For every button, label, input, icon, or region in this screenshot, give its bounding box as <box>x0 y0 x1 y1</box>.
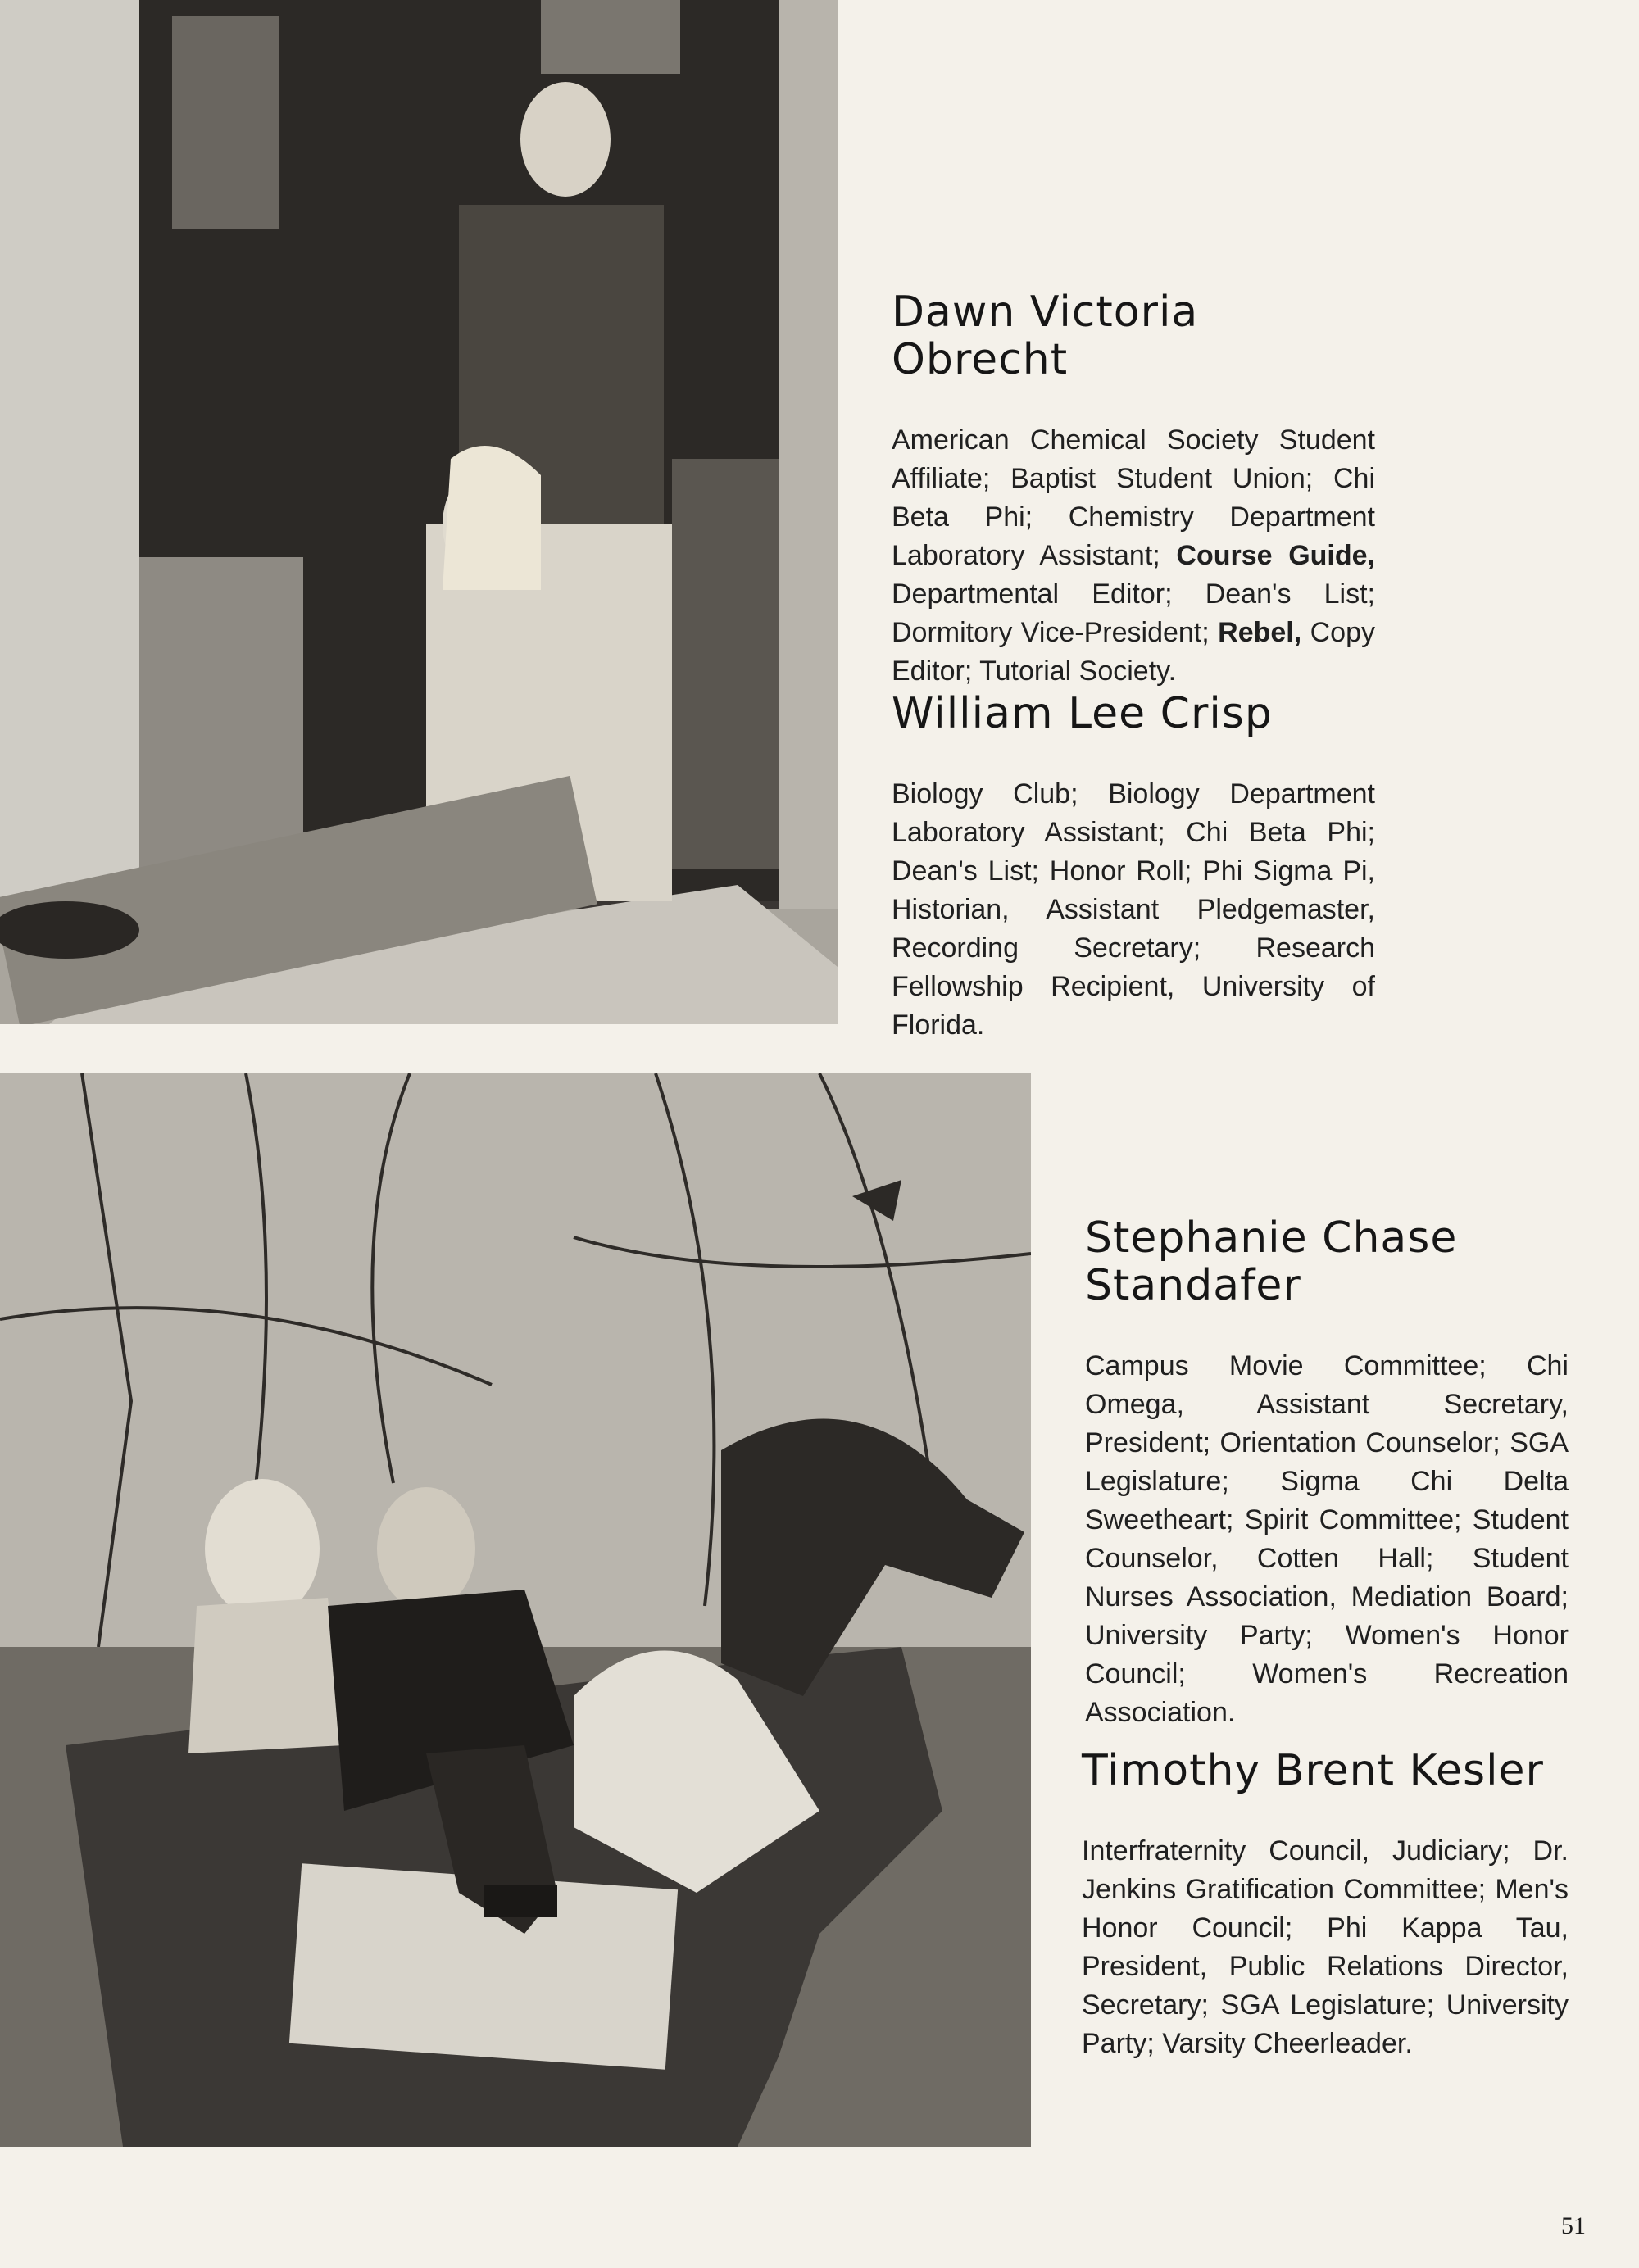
student-activities <box>892 421 1375 691</box>
entry-standafer <box>1085 1214 1569 1732</box>
entry-kesler <box>1082 1747 1569 2063</box>
activities-publication: Course Guide, <box>1176 540 1376 572</box>
entry-crisp <box>892 690 1375 1045</box>
student-name: Dawn Victoria Obrecht <box>892 288 1199 385</box>
photo-standafer-kesler-image <box>0 1073 1031 2147</box>
page-number: 51 <box>1561 2212 1586 2239</box>
student-name: Stephanie Chase Standafer <box>1085 1213 1458 1311</box>
student-activities: Biology Club; Biology Department Laboratory Assistant; Chi Beta Phi; Dean's List; Honor Roll; Phi Sigma Pi, Historian, Assistant Pledgemaster, Recording Secretary; Research Fellowship Recipient, University of Florida. <box>892 778 1375 1041</box>
student-name: William Lee Crisp <box>892 689 1273 738</box>
photo-obrecht-crisp <box>0 0 838 1024</box>
activities-publication: Rebel, <box>1218 617 1302 649</box>
activities-text: Departmental Editor; Dean's List; Dormitory Vice-President; <box>892 578 1375 649</box>
photo-obrecht-crisp-image <box>0 0 838 1024</box>
student-activities: Campus Movie Committee; Chi Omega, Assistant Secretary, President; Orientation Counselor; SGA Legislature; Sigma Chi Delta Sweetheart; Spirit Committee; Student Counselor, Cotten Hall; Student Nurses Association, Mediation Board; University Party; Women's Honor Council; Women's Recreation Association. <box>1085 1350 1569 1729</box>
activities-text: American Chemical Society Student Affiliate; Baptist Student Union; Chi Beta Phi; Chemistry Department Laboratory Assistant; <box>892 424 1375 572</box>
photo-standafer-kesler <box>0 1073 1031 2147</box>
student-name: Timothy Brent Kesler <box>1082 1746 1544 1795</box>
activities-text: Copy Editor; Tutorial Society. <box>892 617 1375 687</box>
entry-obrecht <box>892 288 1375 691</box>
student-activities: Interfraternity Council, Judiciary; Dr. Jenkins Gratification Committee; Men's Honor Council; Phi Kappa Tau, President, Public Relations Director, Secretary; SGA Legislature; University Party; Varsity Cheerleader. <box>1082 1835 1569 2060</box>
